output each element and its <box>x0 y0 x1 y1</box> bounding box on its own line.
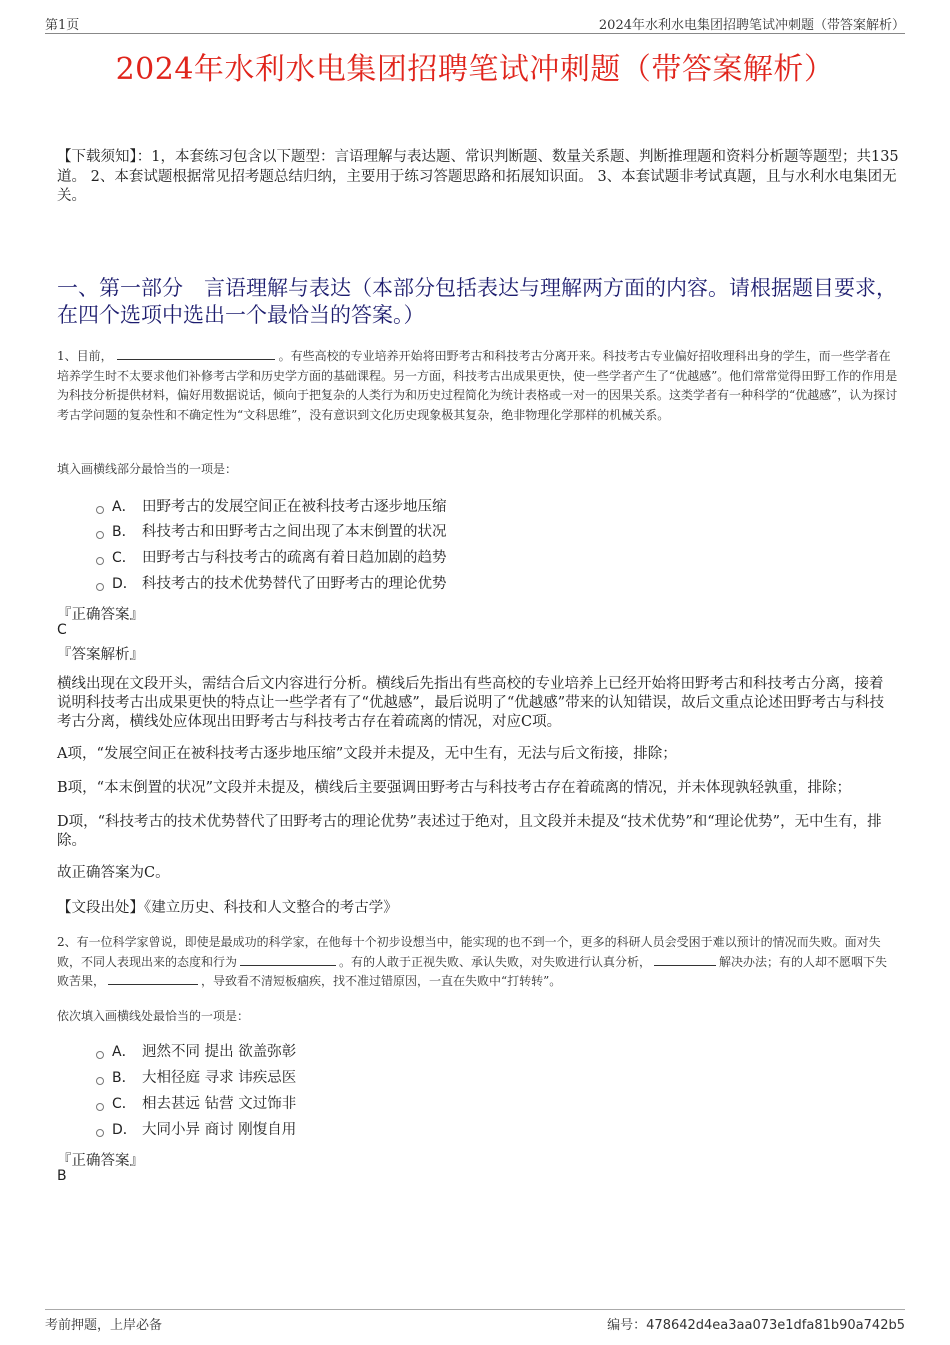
option-letter: B． <box>112 524 136 540</box>
option-text: 田野考古与科技考古的疏离有着日趋加剧的趋势 <box>142 550 447 566</box>
radio-icon[interactable] <box>96 583 104 591</box>
option-letter: A． <box>112 1044 136 1060</box>
option-text: 大同小异 商讨 刚愎自用 <box>142 1122 297 1138</box>
q2-option-d[interactable] <box>96 1120 296 1140</box>
q1-option-c[interactable] <box>96 548 447 568</box>
question-1-stem <box>57 347 899 425</box>
option-letter: C． <box>112 1096 136 1112</box>
radio-icon[interactable] <box>96 1129 104 1137</box>
serial-number: 478642d4ea3aa073e1dfa81b90a742b5 <box>646 1318 905 1333</box>
q1-option-a[interactable] <box>96 497 447 517</box>
serial-label: 编号： <box>607 1318 647 1333</box>
option-letter: A． <box>112 499 136 515</box>
download-notice: 【下载须知】：1，本套练习包含以下题型：言语理解与表达题、常识判断题、数量关系题、判断推理题和资料分析题等题型；共135道。 2、本套试题根据常见招考题总结归纳，主要用于练习答题思路和拓展知识面。 3、本套试题非考试真题，且与水利水电集团无关。 <box>57 149 899 204</box>
option-letter: D． <box>112 576 137 592</box>
q1-option-d[interactable] <box>96 574 447 594</box>
header-doc-title: 2024年水利水电集团招聘笔试冲刺题（带答案解析） <box>598 18 905 33</box>
q1-analysis-label: 『答案解析』 <box>57 647 144 663</box>
option-text: 相去甚远 钻营 文过饰非 <box>142 1096 297 1112</box>
footer-serial <box>607 1314 905 1333</box>
radio-icon[interactable] <box>96 531 104 539</box>
q2-option-a[interactable] <box>96 1042 296 1062</box>
radio-icon[interactable] <box>96 506 104 514</box>
option-text: 大相径庭 寻求 讳疾忌医 <box>142 1070 297 1086</box>
radio-icon[interactable] <box>96 1077 104 1085</box>
q2-answer-label: 『正确答案』 <box>57 1153 144 1169</box>
option-text: 科技考古的技术优势替代了田野考古的理论优势 <box>142 576 447 592</box>
q1-source: 【文段出处】《建立历史、科技和人文整合的考古学》 <box>57 900 398 916</box>
option-text: 田野考古的发展空间正在被科技考古逐步地压缩 <box>142 499 447 515</box>
question-2-text-part4: ，导致看不清短板痼疾，找不准过错原因，一直在失败中“打转转”。 <box>201 974 562 988</box>
question-1-prompt: 填入画横线部分最恰当的一项是： <box>57 462 238 476</box>
document-title: 2024年水利水电集团招聘笔试冲刺题（带答案解析） <box>115 52 835 87</box>
radio-icon[interactable] <box>96 557 104 565</box>
question-1-lead: 1、目前， <box>57 349 113 363</box>
q1-option-b[interactable] <box>96 522 447 542</box>
footer-slogan: 考前押题，上岸必备 <box>45 1318 163 1333</box>
header-divider <box>45 33 905 34</box>
question-2-text-part1: 2、有一位科学家曾说，即使是最成功的科学家，在他每十个初步设想当中，能实现的也不到一个，更多的科研人员会受困于难以预计的情况而失败。面对失败，不同人表现出来的态度和行为 <box>57 935 881 969</box>
question-2-text-part3: 解决办法；有的人却不愿咽下失败苦果， <box>57 954 888 988</box>
answer-blank <box>117 347 275 360</box>
q2-option-c[interactable] <box>96 1094 296 1114</box>
q1-analysis-option-a: A项，“发展空间正在被科技考古逐步地压缩”文段并未提及，无中生有，无法与后文衔接，排除； <box>57 746 677 762</box>
option-text: 迥然不同 提出 欲盖弥彰 <box>142 1044 297 1060</box>
answer-blank <box>654 953 716 966</box>
q1-analysis-option-b: B项，“本末倒置的状况”文段并未提及，横线后主要强调田野考古与科技考古存在着疏离的情况，并未体现孰轻孰重，排除； <box>57 780 851 796</box>
answer-blank <box>240 953 336 966</box>
option-letter: B． <box>112 1070 136 1086</box>
page-number: 第1页 <box>45 18 80 33</box>
q1-analysis-option-d: D项，“科技考古的技术优势替代了田野考古的理论优势”表述过于绝对，且文段并未提及“技术优势”和“理论优势”，无中生有，排除。 <box>57 814 882 849</box>
radio-icon[interactable] <box>96 1051 104 1059</box>
option-letter: C． <box>112 550 136 566</box>
q1-answer: C <box>57 622 67 638</box>
q2-option-b[interactable] <box>96 1068 296 1088</box>
q1-analysis-para: 横线出现在文段开头，需结合后文内容进行分析。横线后先指出有些高校的专业培养上已经开始将田野考古和科技考古分离，接着说明科技考古出成果更快的特点让一些学者有了“优越感”，最后说明了“优越感”带来的认知错误，故后文重点论述田野考古与科技考古分离，横线处应体现出田野考古与科技考古存在着疏离的情况，对应C项。 <box>57 676 885 730</box>
q1-answer-label: 『正确答案』 <box>57 607 144 623</box>
section-heading: 一、第一部分 言语理解与表达（本部分包括表达与理解两方面的内容。请根据题目要求，在四个选项中选出一个最恰当的答案。） <box>57 276 897 327</box>
question-2-prompt: 依次填入画横线处最恰当的一项是： <box>57 1009 250 1023</box>
q2-answer: B <box>57 1168 67 1184</box>
option-letter: D． <box>112 1122 137 1138</box>
q1-analysis-conclusion: 故正确答案为C。 <box>57 865 170 881</box>
question-2-stem <box>57 933 899 992</box>
question-1-text: 。有些高校的专业培养开始将田野考古和科技考古分离开来。科技考古专业偏好招收理科出身的学生，而一些学者在培养学生时不太要求他们补修考古学和历史学方面的基础课程。另一方面，科技考古出成果更快，使一些学者产生了“优越感”。他们常常觉得田野工作的作用是为科技分析提供材料，偏好用数据说话，倾向于把复杂的人类行为和历史过程简化为统计表格或一对一的因果关系。这类学者有一种科学的“优越感”，认为探讨考古学问题的复杂性和不确定性为“文科思维”，没有意识到文化历史现象极其复杂，绝非物理化学那样的机械关系。 <box>57 349 898 422</box>
option-text: 科技考古和田野考古之间出现了本末倒置的状况 <box>142 524 447 540</box>
answer-blank <box>108 972 198 985</box>
footer-divider <box>45 1309 905 1310</box>
radio-icon[interactable] <box>96 1103 104 1111</box>
question-2-text-part2: 。有的人敢于正视失败、承认失败，对失败进行认真分析， <box>339 954 652 969</box>
